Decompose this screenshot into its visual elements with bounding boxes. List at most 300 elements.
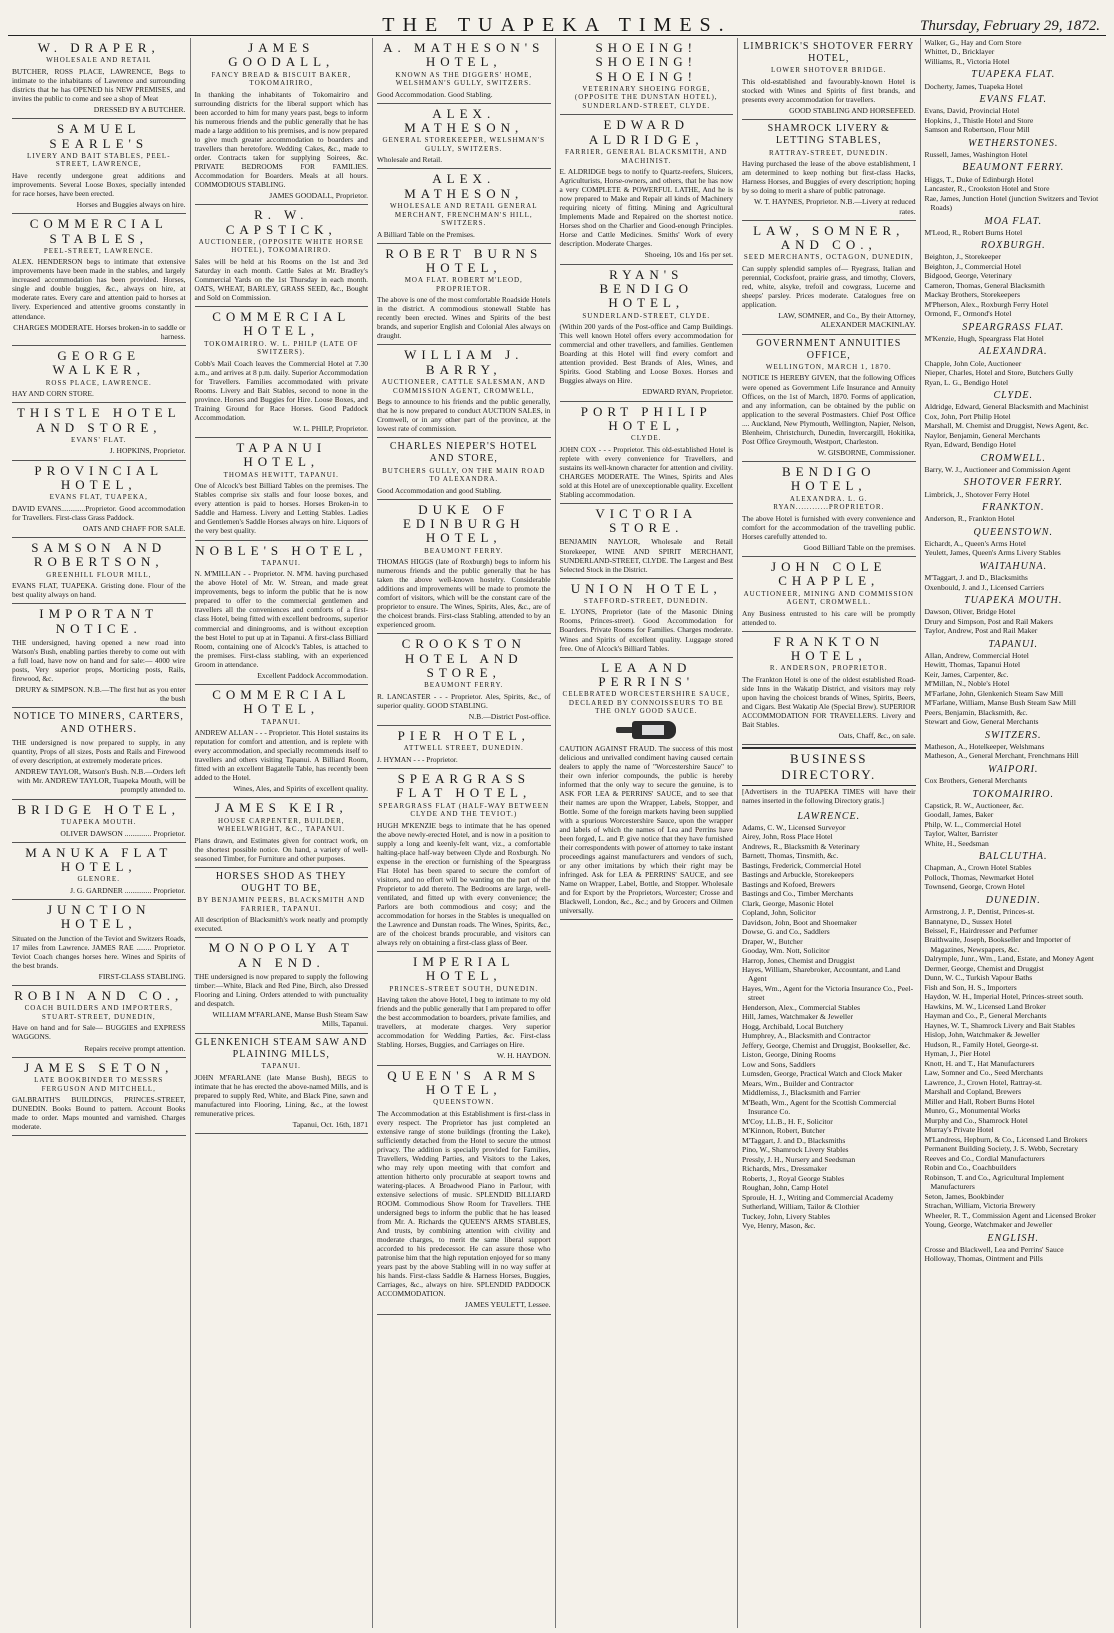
advertisement	[195, 38, 369, 205]
ad-title: JAMES SETON,	[24, 1059, 174, 1075]
ad-signature: J. HOPKINS, Proprietor.	[109, 446, 186, 456]
ad-body: BUTCHER, ROSS PLACE, LAWRENCE, Begs to intimate to the inhabitants of Lawrence and surrounding districts that he has OPENED his NEW PREMISES, and invites the public to come and see a shop of Meat	[12, 66, 186, 103]
ad-title: CHARLES NIEPER'S HOTEL AND STORE,	[389, 441, 538, 465]
ad-signature: Shoeing, 10s and 16s per set.	[644, 250, 733, 260]
directory-heading: BUSINESS DIRECTORY.	[742, 747, 916, 786]
ad-title: COMMERCIAL HOTEL,	[212, 309, 351, 339]
ad-body: N. M'MILLAN - - Proprietor. N. M'M. having purchased the above Hotel of Mr. W. Strean, and made great improvements, begs to inform the public that he is now prepared to offer to the commercial gentlemen and travellers all the conveniences and comforts of a first-class Hotel, being fitted with excellent bedrooms, superior commercial and diningrooms, and is without exception the best Hotel to put up at in Tapanui. A first-class Billiard Room, containing one of Alcock's Tables, is attached to the premises. First-class stabling, with an experienced Groom in attendance.	[194, 569, 368, 669]
ad-title: HORSES SHOD AS THEY OUGHT TO BE,	[215, 870, 347, 895]
masthead	[8, 6, 1106, 36]
ad-signature: WILLIAM M'FARLANE, Manse Bush Steam Saw Mills, Tapanui.	[212, 1010, 368, 1029]
directory-entry: Oxenbould, J. and J., Licensed Carriers	[924, 582, 1045, 592]
ad-signature: JAMES GOODALL, Proprietor.	[269, 191, 368, 200]
ad-signature: EDWARD RYAN, Proprietor.	[642, 387, 733, 397]
ad-body: J. HYMAN - - - Proprietor.	[377, 754, 458, 764]
directory-entry: M'Coy, LL.B., H. F., Solicitor	[742, 1116, 833, 1126]
ad-title: IMPORTANT NOTICE.	[39, 606, 159, 636]
directory-entry: M'Beath, Wm., Agent for the Scottish Commercial Insurance Co.	[742, 1097, 897, 1117]
directory-entry: Sproule, H. J., Writing and Commercial Academy	[742, 1192, 894, 1202]
directory-town: TUAPEKA MOUTH.	[964, 595, 1063, 607]
ad-signature: Good Billiard Table on the premises.	[803, 542, 916, 552]
ad-title: COMMERCIAL HOTEL,	[212, 686, 351, 717]
directory-town: QUEENSTOWN.	[973, 526, 1053, 538]
ad-signature: FIRST-CLASS STABLING.	[98, 971, 186, 981]
ad-body: THE undersigned is now prepared to supply, in any quantity, Props of all sizes, Posts and Rails and Firewood of every description, at extremely moderate prices.	[12, 737, 186, 765]
advertisement	[12, 38, 186, 119]
directory-town: WAIPORI.	[988, 763, 1039, 775]
advertisement	[377, 169, 551, 243]
ad-subtitle: GENERAL STOREKEEPER, WELSHMAN'S GULLY, SWITZERS.	[382, 136, 546, 153]
directory-entry: Hayes, Wm., Agent for the Victoria Insurance Co., Peel-street	[742, 983, 914, 1003]
ad-subtitle: BUTCHERS GULLY, ON THE MAIN ROAD TO ALEXANDRA.	[382, 466, 546, 484]
directory-entry: Adams, C. W., Licensed Surveyor	[742, 822, 846, 832]
ad-subtitle: TAPANUI.	[261, 1062, 301, 1071]
ad-signature: OLIVER DAWSON .............. Proprietor.	[60, 828, 186, 838]
directory-entry: Young, George, Watchmaker and Jeweller	[924, 1220, 1053, 1230]
ad-signature: CHARGES MODERATE. Horses broken-in to saddle or harness.	[13, 322, 186, 341]
column-6	[921, 38, 1106, 1628]
ad-subtitle: LIVERY AND BAIT STABLES, PEEL-STREET, LAWRENCE,	[26, 151, 171, 169]
ad-body: Good Accommodation. Good Stabling.	[377, 89, 493, 99]
advertisement	[560, 504, 734, 579]
directory-entry: Henderson, Alex., Commercial Stables	[742, 1002, 861, 1012]
ad-body: Have recently undergone great additions and improvements. Several Loose Boxes, specially intended for race horses, have been erected.	[12, 170, 186, 198]
ad-body: JOHN M'FARLANE (late Manse Bush), BEGS to intimate that he has erected the above-named Mills, and is prepared to supply Red, White, and Black Pine, sawn and manufactured into Flooring, Lining, &c., at the lowest remunerative prices.	[194, 1072, 368, 1118]
ad-title: JAMES GOODALL,	[228, 40, 335, 70]
ad-signature: W. H. HAYDON.	[496, 1051, 551, 1061]
advertisement	[195, 1034, 369, 1134]
directory-entry: Whittet, D., Bricklayer	[924, 47, 995, 57]
directory-entry: Andrews, R., Blacksmith & Veterinary	[742, 841, 860, 851]
directory-town: TAPANUI.	[988, 638, 1039, 650]
directory-entry: Haynes, W. T., Shamrock Livery and Bait Stables	[924, 1020, 1076, 1030]
advertisement	[742, 335, 916, 462]
directory-entry: Samson and Robertson, Flour Mill	[924, 125, 1030, 135]
ad-subtitle: BEAUMONT FERRY.	[424, 681, 504, 690]
directory-entry: Bannatyne, D., Sussex Hotel	[924, 916, 1012, 926]
ad-body: (Within 200 yards of the Post-office and Camp Buildings. This well known Hotel offers every accommodation for commercial and other travellers, and families. Gentlemen Boarding at this Hotel will find every comfort and attention provided. Best Brands of Ales, Wines, and Spirits. Good Stabling and Loose Boxes. Horses and Buggies always on Hire.	[559, 322, 733, 386]
ad-body: Wholesale and Retail.	[377, 155, 443, 165]
ad-subtitle: AUCTIONEER, MINING AND COMMISSION AGENT, CROMWELL.	[743, 589, 914, 607]
directory-entry: Chapman, A., Crown Hotel Stables	[924, 863, 1032, 873]
advertisement	[742, 38, 916, 120]
ad-body: Having taken the above Hotel, I beg to intimate to my old friends and the public generally that I am prepared to offer the best accommodation to boarders, private families, and travellers, at moderate charges. Very superior accommodation for Wedding Parties, &c. First-class Stabling. Horses, Buggies, and Carriages on Hire.	[377, 995, 551, 1050]
ad-title: MONOPOLY AT AN END.	[208, 940, 354, 970]
directory-entry: Hill, James, Watchmaker & Jeweller	[742, 1012, 854, 1022]
directory-entry: Pollock, Thomas, Newmarket Hotel	[924, 872, 1034, 882]
directory-entry: Hyman, J., Pier Hotel	[924, 1049, 991, 1059]
ad-title: DUKE OF EDINBURGH HOTEL,	[402, 501, 525, 546]
directory-entry: Davidson, John, Boot and Shoemaker	[742, 917, 857, 927]
ad-signature: OATS AND CHAFF FOR SALE.	[82, 523, 186, 533]
ad-signature: J. G. GARDNER .............. Proprietor.	[70, 885, 186, 895]
advertisement	[195, 938, 369, 1033]
directory-town: ALEXANDRA.	[978, 346, 1048, 358]
directory-entry: Williams, R., Victoria Hotel	[924, 56, 1010, 66]
advertisement	[742, 221, 916, 335]
advertisement	[377, 769, 551, 952]
directory-entry: Clark, George, Masonic Hotel	[742, 898, 834, 908]
ad-title: UNION HOTEL,	[570, 580, 722, 596]
ad-title: PORT PHILIP HOTEL,	[580, 403, 712, 433]
directory-town: BEAUMONT FERRY.	[962, 162, 1065, 174]
directory-entry: Docherty, James, Tuapeka Hotel	[924, 81, 1023, 91]
ad-signature: Horses and Buggies always on hire.	[76, 199, 186, 209]
directory-entry: Dowse, G. and Co., Saddlers	[742, 927, 830, 937]
advertisement	[12, 843, 186, 900]
advertisement	[742, 632, 916, 746]
ad-body: A Billiard Table on the Premises.	[377, 229, 475, 239]
directory-entry: Dunn, W. C., Turkish Vapour Baths	[924, 973, 1033, 983]
directory-entry: Wheeler, R. T., Commission Agent and Licensed Broker	[924, 1210, 1096, 1220]
ad-signature: LAW, SOMNER, and Co., By their Attorney, ALEXANDER MACKINLAY.	[778, 311, 916, 330]
directory-entry: Tuckey, John, Livery Stables	[742, 1211, 831, 1221]
ad-body: NOTICE IS HEREBY GIVEN, that the following Offices were opened as Government Life Insurance and Annuity Offices, on the 1st of March, 1870. Forms of application, and any information, can be obtained by the public on application to the several Postmasters. Chief Post Office .... Auckland, New Plymouth, Wellington, Napier, Nelson, Blenheim, Christchurch, Dunedin, Invercargill, Hokitika, Post Office Greymouth, Westport, Charleston.	[742, 373, 916, 446]
ad-subtitle: ALEXANDRA. L. G. RYAN............PROPRIETOR.	[773, 494, 885, 512]
advertisement	[377, 726, 551, 769]
directory-entry: M'Farlane, William, Manse Bush Steam Saw Mill	[924, 698, 1077, 708]
directory-entry: Higgs, T., Duke of Edinburgh Hotel	[924, 174, 1034, 184]
advertisement	[560, 265, 734, 402]
directory-note: [Advertisers in the TUAPEKA TIMES will have their names inserted in the following Directory gratis.]	[742, 787, 916, 805]
ad-subtitle: GREENHILL FLOUR MILL,	[46, 570, 152, 579]
ad-body: Good Accommodation and good Stabling.	[377, 485, 502, 495]
ad-body: CAUTION AGAINST FRAUD. The success of this most delicious and unrivalled condiment having caused certain dealers to apply the name of "Worcestershire Sauce" to their own inferior compounds, the public is hereby informed that the only way to secure the genuine, is to ASK FOR LEA & PERRINS' SAUCE, and to see that their names are upon the Wrapper, Labels, Stopper, and Bottle. Some of the foreign markets having been supplied with a spurious Worcestershire Sauce, upon the wrapper and labels of which the names of Lea and Perrins have been forged, L. and P. give notice that they have furnished their correspondents with power of attorney to take instant proceedings against manufacturers and vendors of such, or any other imitations by which their right may be infringed. Ask for LEA & PERRINS' SAUCE, and see Name on Wrapper, Label, Bottle, and Stopper. Wholesale and for Export by the Proprietors, Worcester; Crosse and Blackwell, London, &c., &c.; and by Grocers and Oilmen universally.	[559, 743, 733, 916]
ad-title: SAMSON AND ROBERTSON,	[31, 540, 167, 570]
ad-subtitle: SEED MERCHANTS, OCTAGON, DUNEDIN,	[743, 253, 914, 262]
ad-body: THE undersigned, having opened a new road into Watson's Bush, enabling parties thereby to come out with a full load, have now on hand and for sale:— 4000 wire posts, Very superior props, Morticing posts, Rails, firewood, &c.	[12, 637, 186, 683]
ad-subtitle: QUEENSTOWN.	[433, 1098, 495, 1107]
advertisement	[195, 205, 369, 307]
ad-subtitle: HOUSE CARPENTER, BUILDER, WHEELWRIGHT, &C., TAPANUI.	[217, 816, 345, 834]
ad-signature: ANDREW TAYLOR, Watson's Bush. N.B.—Orders left with Mr. ANDREW TAYLOR, Tuapeka Mouth, will be promptly attended to.	[14, 766, 186, 795]
ad-signature: Excellent Paddock Accommodation.	[257, 670, 368, 680]
directory-entry: Bastings and Co., Timber Merchants	[742, 889, 854, 899]
directory-entry: Roughan, John, Camp Hotel	[742, 1183, 829, 1193]
ad-subtitle: SPEARGRASS FLAT (HALF-WAY BETWEEN CLYDE AND THE TEVIOT.)	[378, 801, 550, 819]
advertisement	[12, 900, 186, 986]
directory-entry: Limbrick, J., Shotover Ferry Hotel	[924, 489, 1030, 499]
ad-title: PIER HOTEL,	[397, 728, 530, 744]
ad-signature: JAMES YEULETT, Lessee.	[464, 1300, 551, 1310]
directory-entry: Russell, James, Washington Hotel	[924, 149, 1028, 159]
directory-entry: Hayman and Co., P., General Merchants	[924, 1011, 1047, 1021]
directory-entry: Liston, George, Dining Rooms	[742, 1050, 836, 1060]
ad-title: PROVINCIAL HOTEL,	[34, 462, 164, 492]
directory-entry: Marshall, M. Chemist and Druggist, News Agent, &c.	[924, 421, 1089, 431]
directory-entry: Ryan, L. G., Bendigo Hotel	[924, 377, 1009, 387]
ad-title: WILLIAM J. BARRY,	[404, 347, 524, 377]
directory-town: ROXBURGH.	[980, 240, 1046, 252]
directory-entry: Allan, Andrew, Commercial Hotel	[924, 650, 1029, 660]
ad-subtitle: TOKOMAIRIRO. W. L. PHILP (LATE OF SWITZERS).	[204, 339, 359, 357]
ad-subtitle: BEAUMONT FERRY.	[424, 546, 504, 555]
directory-entry: Middlemiss, J., Blacksmith and Farrier	[742, 1088, 861, 1098]
directory-entry: Gooday, Wm. Nott, Solicitor	[742, 946, 830, 956]
ad-body: ALEX. HENDERSON begs to intimate that extensive improvements have been made in the stables, and largely increased accommodation has been provided. Horses, single and double buggies, &c., always on hire, at moderate rates. Every care and attention paid to horses at livery. Experienced and attentive grooms constantly in attendance.	[12, 257, 186, 321]
directory-entry: Hudson, R., Family Hotel, George-st.	[924, 1039, 1039, 1049]
column-1	[8, 38, 191, 1628]
directory-entry: Armstrong, J. P., Dentist, Princes-st.	[924, 907, 1035, 917]
directory-entry: Munro, G., Monumental Works	[924, 1106, 1021, 1116]
ad-title: TAPANUI HOTEL,	[236, 440, 327, 470]
ad-subtitle: CELEBRATED WORCESTERSHIRE SAUCE, DECLARED BY CONNOISSEURS TO BE THE ONLY GOOD SAUCE.	[562, 690, 730, 716]
ad-body: Begs to announce to his friends and the public generally, that he is now prepared to conduct AUCTION SALES, in Cromwell, or in any other part of the province, at the lowest rate of commission.	[377, 397, 551, 434]
advertisement	[12, 604, 186, 708]
directory-entry: Beissel, F., Hairdresser and Perfumer	[924, 926, 1038, 935]
ad-subtitle: LATE BOOKBINDER TO MESSRS FERGUSON AND MITCHELL,	[34, 1076, 164, 1093]
ad-subtitle: FARRIER, GENERAL BLACKSMITH, AND MACHINIST.	[565, 148, 728, 165]
ad-body: The Accommodation at this Establishment is first-class in every respect. The Proprietor has just completed an extensive range of stone buildings (fronting the Lake), sufficiently detached from the Hotel to secure the utmost privacy. The addition is specially provided for Families, Travellers, Wedding Parties, and Visitors to the Lakes, who may rely upon meeting with that comfort and attention hitherto only procurable at seaport towns and watering-places. A Broadwood Piano in Parlour, with extensive selections of music. SPLENDID BILLIARD ROOM. Commodious Show Room for Travellers. THE undersigned begs to inform the public that he has leased from Mr. A. Richards the QUEEN'S ARMS STABLES, And trusts, by combining attention with civility and moderate charges, to merit the same liberal support accorded to his predecessor. He can assure those who patronise him that the high reputation enjoyed for so many years past by the above Stabling will in no way suffer at his hands. First-class Saddle & Harness Horses, Buggies, Carriages, &c., always on hire. SPLENDID PADDOCK ACCOMMODATION.	[377, 1108, 551, 1299]
ad-title: IMPERIAL HOTEL,	[413, 954, 515, 984]
directory-entry: Cox, John, Port Philip Hotel	[924, 411, 1011, 421]
directory-entry: Haydon, W. H., Imperial Hotel, Princes-street south.	[924, 992, 1084, 1002]
ad-title: BRIDGE HOTEL,	[17, 801, 180, 817]
directory-entry: Matheson, A., Hotelkeeper, Welshmans	[924, 741, 1045, 751]
ad-title: R. W. CAPSTICK,	[225, 207, 337, 237]
advertisement	[12, 1058, 186, 1136]
advertisement	[12, 708, 186, 799]
directory-entry: Barry, W. J., Auctioneer and Commission Agent	[924, 464, 1071, 474]
directory-entry: Vye, Henry, Mason, &c.	[742, 1221, 816, 1231]
advertisement	[195, 438, 369, 540]
ad-body: The above is one of the most comfortable Roadside Hotels in the district. A commodious stonewall Stable has recently been erected. Wines and Spirits of the best brands, and superior English and Colonial Ales always on draught.	[377, 295, 551, 341]
ad-body: Have on hand and for Sale— BUGGIES and EXPRESS WAGGONS.	[12, 1023, 186, 1042]
ad-body: This old-established and favourably-known Hotel is stocked with Wines and Spirits of first brands, and presents every accommodation for travellers.	[742, 76, 916, 104]
directory-entry: Holloway, Thomas, Ointment and Pills	[924, 1254, 1043, 1264]
ad-title: LEA AND PERRINS'	[598, 659, 695, 689]
directory-entry: Jeffery, George, Chemist and Druggist, Bookseller, &c.	[742, 1040, 911, 1050]
ad-title: THISTLE HOTEL AND STORE,	[16, 405, 181, 435]
advertisement	[742, 120, 916, 221]
directory-entry: Beighton, J., Storekeeper	[924, 252, 1002, 262]
directory-entry: M'Landress, Hepburn, & Co., Licensed Land Brokers	[924, 1134, 1088, 1144]
directory-entry: Stewart and Gow, General Merchants	[924, 717, 1039, 727]
directory-entry: Fish and Son, H. S., Importers	[924, 982, 1017, 992]
directory-entry: Permanent Building Society, J. S. Webb, Secretary	[924, 1144, 1079, 1154]
column-5	[738, 38, 921, 1628]
advertisement	[560, 402, 734, 504]
advertisement	[377, 1066, 551, 1315]
directory-entry: Harrop, Jones, Chemist and Druggist	[742, 955, 855, 965]
directory-entry: Copland, John, Solicitor	[742, 908, 816, 918]
advertisement	[377, 438, 551, 499]
ad-subtitle: VETERINARY SHOEING FORGE, (OPPOSITE THE DUNSTAN HOTEL), SUNDERLAND-STREET, CLYDE.	[574, 84, 718, 110]
directory-entry: Yeulett, James, Queen's Arms Livery Stables	[924, 548, 1061, 558]
ad-body: E. LYONS, Proprietor (late of the Masonic Dining Rooms, Princes-street). Good Accommodation for Boarders. Private Rooms for Families. Charges moderate. Wines and Spirits of excellent quality. Luggage stored free. One of Alcock's Billiard Tables.	[559, 607, 733, 653]
ad-title: RYAN'S BENDIGO HOTEL,	[599, 266, 693, 311]
ad-subtitle: TAPANUI.	[261, 717, 301, 726]
ad-body: THE undersigned is now prepared to supply the following timber:—White, Black and Red Pine, Birch, also Dressed Flooring and Lining. Orders attended to with punctuality and despatch.	[194, 972, 368, 1009]
directory-entry: Taylor, Walter, Barrister	[924, 829, 998, 839]
advertisement	[742, 462, 916, 557]
directory-entry: Mears, Wm., Builder and Contractor	[742, 1078, 854, 1088]
ad-title: ALEX. MATHESON,	[404, 171, 524, 201]
directory-entry: M'Pherson, Alex., Roxburgh Ferry Hotel	[924, 299, 1049, 309]
ad-title: SPEARGRASS FLAT HOTEL,	[396, 770, 532, 801]
advertisement	[560, 579, 734, 658]
ad-body: Cobb's Mail Coach leaves the Commercial Hotel at 7.30 a.m., and arrives at 8 p.m. daily. Superior Accommodation for Travellers. Families accommodated with private Rooms. Livery and Bait Stables, second to none in the province. Horses and Buggies for Hire. Loose Boxes, and Training Ground for Race Horses. Good Paddock Accommodation.	[194, 358, 368, 422]
directory-entry: Taylor, Andrew, Post and Rail Maker	[924, 626, 1038, 636]
ad-title: GEORGE WALKER,	[52, 348, 145, 378]
advertisement	[560, 38, 734, 115]
ad-title: FRANKTON HOTEL,	[773, 633, 885, 663]
ad-subtitle: ROSS PLACE, LAWRENCE.	[45, 378, 152, 387]
ad-body: GALBRAITH'S BUILDINGS, PRINCES-STREET, DUNEDIN. Books Bound to pattern. Account Books made to order. Maps mounted and varnished. Charges moderate.	[12, 1095, 186, 1132]
directory-town: FRANKTON.	[982, 502, 1045, 514]
ad-subtitle: TUAPEKA MOUTH.	[61, 817, 137, 826]
ad-title: A. MATHESON'S HOTEL,	[383, 40, 545, 70]
ad-body: Situated on the Junction of the Teviot and Switzers Roads, 17 miles from Lawrence. JAMES RAE ........ Proprietor. Teviot Coach changes horses here. Wines and Spirits of the best brands.	[12, 933, 186, 970]
directory-entry: Strachan, William, Victoria Brewery	[924, 1201, 1036, 1211]
ad-subtitle: GLENORE.	[77, 875, 120, 884]
directory-entry: M'Taggart, J. and D., Blacksmiths	[742, 1135, 846, 1145]
ad-title: MANUKA FLAT HOTEL,	[25, 844, 173, 875]
directory-entry: Evans, David, Provincial Hotel	[924, 106, 1020, 116]
bottle-neck	[616, 727, 632, 733]
ad-body: Having purchased the lease of the above establishment, I am determined to keep nothing but first-class Hacks, Harness Horses, and Buggies of every description; hoping by so doing to merit a share of public patronage.	[742, 159, 916, 196]
ad-signature: Wines, Ales, and Spirits of excellent quality.	[233, 784, 368, 794]
ad-body: Sales will be held at his Rooms on the 1st and 3rd Saturday in each month. Cattle Sales at Mr. Bradley's Commercial Yards on the 1st Thursday in each month. OATS, WHEAT, BARLEY, GRASS SEED, &c., Bought and Sold on Commission.	[194, 256, 368, 303]
directory-entry: White, H., Seedsman	[924, 838, 989, 848]
ad-subtitle: PRINCES-STREET SOUTH, DUNEDIN.	[389, 984, 539, 993]
directory-entry: Cameron, Thomas, General Blacksmith	[924, 280, 1045, 290]
ad-title: CROOKSTON HOTEL AND STORE,	[401, 636, 526, 680]
advertisement	[377, 345, 551, 438]
directory-town: TUAPEKA FLAT.	[971, 69, 1056, 81]
ad-title: NOBLE'S HOTEL,	[195, 542, 368, 558]
ad-title: NOTICE TO MINERS, CARTERS, AND OTHERS.	[13, 711, 184, 735]
advertisement	[377, 952, 551, 1066]
bottle-label	[642, 725, 664, 735]
ad-title: ALEX. MATHESON,	[404, 105, 524, 135]
advertisement	[12, 461, 186, 538]
directory-entry: Murray's Private Hotel	[924, 1125, 994, 1135]
ad-signature: DRESSED BY A BUTCHER.	[93, 104, 186, 114]
advertisement	[195, 798, 369, 867]
directory-entry: Lawrence, J., Crown Hotel, Rattray-st.	[924, 1077, 1042, 1087]
advertisement	[377, 634, 551, 726]
ad-body: R. LANCASTER - - - Proprietor. Ales, Spirits, &c., of superior quality. GOOD STABLING.	[377, 691, 551, 710]
directory-entry: Roberts, J., Royal George Stables	[742, 1173, 845, 1183]
ad-title: JOHN COLE CHAPPLE,	[771, 558, 887, 589]
issue-date: Thursday, February 29, 1872.	[920, 18, 1100, 34]
column-3	[373, 38, 556, 1628]
directory-entry: Richards, Mrs., Dressmaker	[742, 1164, 827, 1174]
ad-title: JUNCTION HOTEL,	[46, 902, 151, 932]
ad-subtitle: RATTRAY-STREET, DUNEDIN.	[769, 148, 889, 157]
directory-entry: Lancaster, R., Crookston Hotel and Store	[924, 184, 1050, 194]
directory-entry: Bastings and Kofoed, Brewers	[742, 879, 835, 889]
advertisement	[377, 38, 551, 104]
ad-subtitle: EVANS' FLAT.	[71, 435, 127, 444]
directory-entry: M'Farlane, John, Glenkenich Steam Saw Mill	[924, 688, 1064, 698]
directory-entry: Reeves and Co., Cordial Manufacturers	[924, 1153, 1045, 1163]
advertisement	[195, 307, 369, 438]
directory-entry: Sutherland, William, Tailor & Clothier	[742, 1202, 860, 1212]
ad-subtitle: AUCTIONEER, CATTLE SALESMAN, AND COMMISSION AGENT, CROMWELL,	[381, 378, 546, 395]
directory-entry: Aldridge, Edward, General Blacksmith and Machinist	[924, 402, 1089, 412]
ad-signature: N.B.—District Post-office.	[468, 711, 551, 721]
directory-town: SPEARGRASS FLAT.	[962, 321, 1065, 333]
ad-signature: Repairs receive prompt attention.	[84, 1043, 186, 1053]
directory-entry: Hewitt, Thomas, Tapanui Hotel	[924, 660, 1021, 670]
ad-title: EDWARD ALDRIDGE,	[588, 117, 704, 147]
advertisement	[12, 403, 186, 460]
directory-entry: Murphy and Co., Shamrock Hotel	[924, 1115, 1028, 1125]
sauce-bottle-icon	[616, 719, 676, 741]
ad-title: COMMERCIAL STABLES,	[29, 216, 168, 246]
directory-entry: Barnett, Thomas, Tinsmith, &c.	[742, 851, 839, 861]
ad-body: HUGH M'KENZIE begs to intimate that he has opened the above newly-erected Hotel, and is now in a position to supply a long and keenly-felt want, viz., a comfortable halting-place half-way between Clyde and Roxburgh. No expense in the erection or furnishing of the Speargrass Flat Hotel has been spared to secure the comfort of visitors, and no effort will be wanting on the part of the Proprietor to add thereto. The Bedrooms are large, well-ventilated, and fitted up with every convenience; the Parlors are both commodious and cosy; and the accommodation for horses in the Stables is unequalled on the Lawrence and Dunstan roads. The Wines, Spirits, &c., are of the choicest brands procurable, and visitors can always rely on obtaining a first-class glass of Beer.	[377, 820, 551, 947]
directory-entry: Law, Somner and Co., Seed Merchants	[924, 1068, 1043, 1078]
directory-entry: Townsend, George, Crown Hotel	[924, 882, 1025, 892]
ad-subtitle: SUNDERLAND-STREET, CLYDE.	[582, 311, 711, 320]
ad-subtitle: THOMAS HEWITT, TAPANUI.	[223, 470, 339, 479]
directory-entry: Seton, James, Bookbinder	[924, 1191, 1004, 1201]
ad-subtitle: CLYDE.	[631, 434, 662, 443]
directory-entry: M'Taggart, J. and D., Blacksmiths	[924, 573, 1028, 583]
ad-subtitle: COACH BUILDERS AND IMPORTERS, STUART-STREET, DUNEDIN,	[24, 1004, 173, 1021]
ad-subtitle: KNOWN AS THE DIGGERS' HOME, WELSHMAN'S GULLY, SWITZERS.	[395, 70, 533, 88]
directory-entry: Hawkins, M. W., Licensed Land Broker	[924, 1001, 1046, 1011]
directory-entry: Dermer, George, Chemist and Druggist	[924, 963, 1044, 973]
ad-subtitle: AUCTIONEER, (OPPOSITE WHITE HORSE HOTEL), TOKOMAIRIRO.	[198, 237, 364, 255]
directory-entry: Robin and Co., Coachbuilders	[924, 1163, 1017, 1173]
advertisement	[560, 658, 734, 921]
ad-body: Any Business entrusted to his care will be promptly attended to.	[742, 608, 916, 627]
ad-title: SHOEING! SHOEING! SHOEING!	[595, 40, 697, 84]
advertisement	[12, 986, 186, 1058]
ad-signature: GOOD STABLING AND HORSEFEED.	[789, 106, 916, 115]
directory-entry: Goodall, James, Baker	[924, 810, 994, 820]
directory-town: SWITZERS.	[984, 729, 1042, 741]
directory-town: ENGLISH.	[987, 1232, 1040, 1244]
advertisement	[377, 244, 551, 346]
directory-entry: Marshall and Copland, Brewers	[924, 1087, 1022, 1097]
ad-title: GOVERNMENT ANNUITIES OFFICE,	[756, 337, 902, 361]
advertisement	[12, 800, 186, 843]
directory-entry: Lumsden, George, Practical Watch and Clock Maker	[742, 1069, 903, 1079]
directory-entry: Pino, W., Shamrock Livery Stables	[742, 1145, 849, 1155]
ad-title: GLENKENICH STEAM SAW AND PLAINING MILLS,	[195, 1036, 368, 1060]
directory-town: TOKOMAIRIRO.	[972, 788, 1054, 800]
ad-body: All description of Blacksmith's work neatly and promptly executed.	[194, 915, 368, 934]
directory-entry: Drury and Simpson, Post and Rail Makers	[924, 616, 1053, 626]
ad-body: DAVID EVANS.............Proprietor. Good accommodation for Travellers. First-class Grass Paddock.	[12, 503, 186, 522]
directory-entry: Airey, John, Ross Place Hotel	[742, 832, 833, 842]
ad-body: HAY AND CORN STORE.	[12, 389, 94, 399]
ad-signature: W. L. PHILP, Proprietor.	[292, 423, 368, 433]
directory-entry: M'Millan, N., Noble's Hotel	[924, 679, 1010, 689]
directory-town: SHOTOVER FERRY.	[963, 477, 1063, 489]
ad-subtitle: FANCY BREAD & BISCUIT BAKER, TOKOMAIRIRO,	[211, 70, 352, 88]
directory-entry: Eichardt, A., Queen's Arms Hotel	[924, 538, 1027, 548]
ad-subtitle: STAFFORD-STREET, DUNEDIN.	[583, 596, 709, 605]
directory-entry: Bastings and Arbuckle, Storekeepers	[742, 870, 854, 880]
ad-body: In thanking the inhabitants of Tokomairiro and surrounding districts for the liberal support which has been accorded to him for many years past, begs to inform his numerous friends and the public generally that he has made a large addition to his premises, and is now prepared to give much greater accommodation to boarders and travellers than heretofore. Wedding Cakes, &c., made to order. Contracts taken for supplying Soirees, &c. PRIVATE BEDROOMS FOR FAMILIES. Accommodation for Boarders. Meals at all hours. COMMODIOUS STABLING.	[194, 89, 368, 189]
ad-subtitle: ATTWELL STREET, DUNEDIN.	[403, 744, 524, 753]
column-2	[191, 38, 374, 1628]
directory-entry: Capstick, R. W., Auctioneer, &c.	[924, 800, 1024, 810]
directory-entry: Anderson, R., Frankton Hotel	[924, 514, 1015, 524]
directory-entry: Dawson, Oliver, Bridge Hotel	[924, 607, 1016, 617]
ad-title: LIMBRICK'S SHOTOVER FERRY HOTEL,	[743, 41, 915, 65]
directory-entry: Naylor, Benjamin, General Merchants	[924, 430, 1041, 440]
advertisement	[195, 541, 369, 685]
advertisement	[195, 868, 369, 939]
directory-entry: Ormond, F., Ormond's Hotel	[924, 309, 1012, 319]
